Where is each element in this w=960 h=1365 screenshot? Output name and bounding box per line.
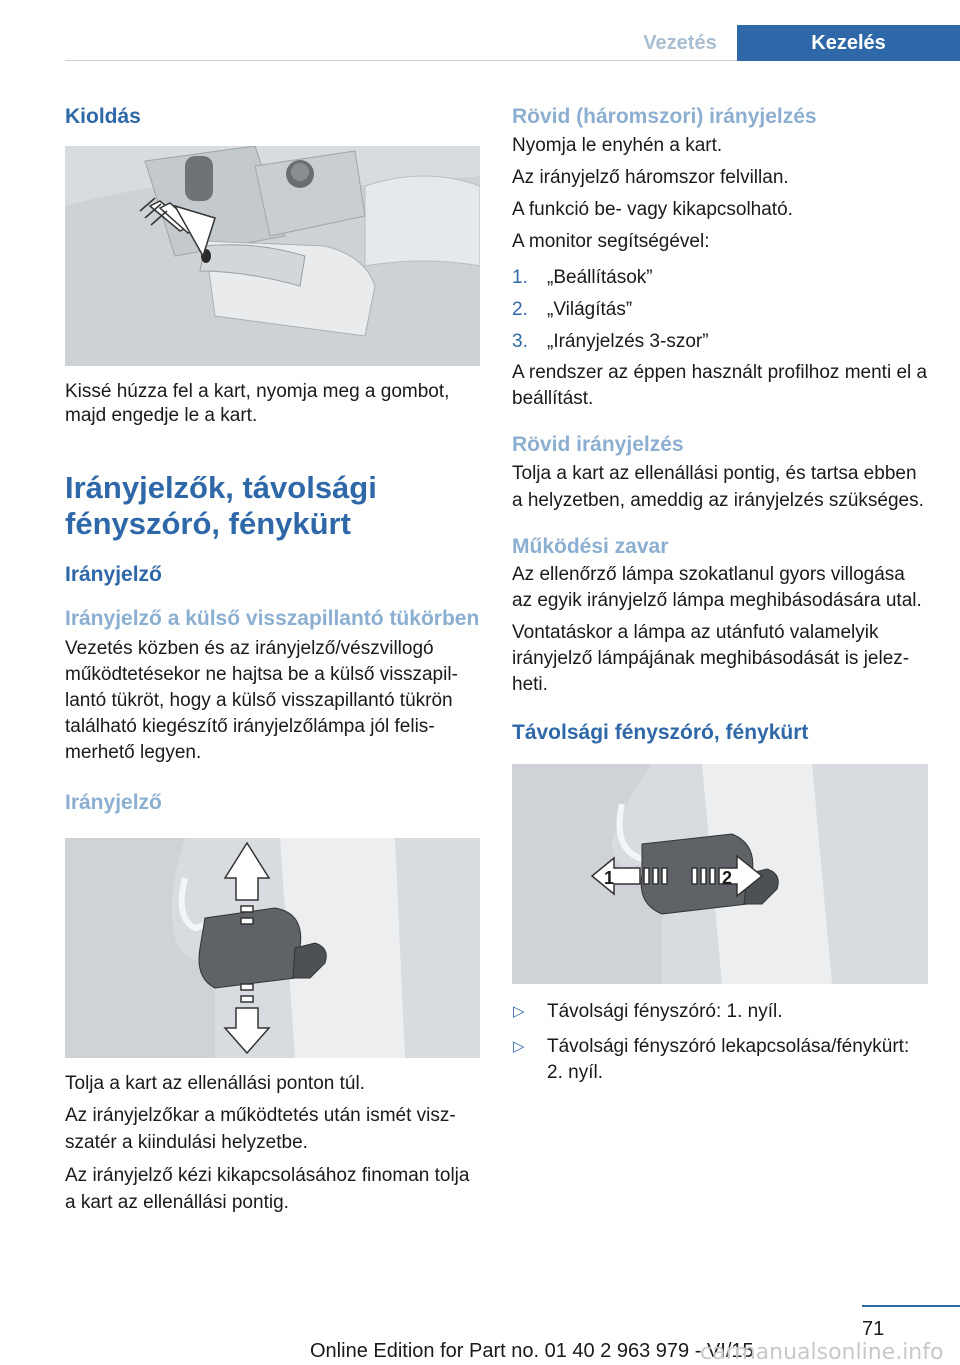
step-number: 1. <box>512 267 528 288</box>
watermark-text: carmanualsonline.info <box>700 1340 944 1365</box>
main-heading-line2: fényszóró, fénykürt <box>65 506 351 541</box>
rovid-text: Tolja a kart az ellenállási pontig, és tartsa ebben a helyzetben, ameddig az irányjelzés szükséges. <box>512 463 924 511</box>
high-beam-illustration <box>512 764 928 984</box>
turn-signal-p2: Az irányjelzőkar a működtetés után ismét viszszatér a kiindulási helyzetbe. <box>65 1105 456 1153</box>
rovid3-p3: A funkció be- vagy kikapcsolható. <box>512 199 793 220</box>
zavar-p2: Vontatáskor a lámpa az utánfutó valamelyik irányjelző lámpájának meghibásodását is jelezheti. <box>512 622 910 695</box>
rovid3-p1: Nyomja le enyhén a kart. <box>512 135 723 156</box>
zavar-heading: Működési zavar <box>512 535 669 558</box>
rovid3-p4: A monitor segítségével: <box>512 231 710 252</box>
tab-vezetes[interactable]: Vezetés <box>643 32 717 54</box>
left-column <box>65 100 480 1216</box>
footer-rule <box>862 1305 960 1307</box>
page-number: 71 <box>862 1318 885 1340</box>
rovid3-p2: Az irányjelző háromszor felvillan. <box>512 167 789 188</box>
iranyjelzo-subheading: Irányjelző <box>65 791 162 814</box>
tavolsagi-heading: Távolsági fényszóró, fénykürt <box>512 721 809 744</box>
kioldas-heading: Kioldás <box>65 105 141 128</box>
rovid3-heading: Rövid (háromszori) irányjelzés <box>512 105 817 128</box>
turn-signal-figure <box>65 838 480 1058</box>
step-text: „Beállítások” <box>547 267 653 288</box>
mirror-text: Vezetés közben és az irányjelző/vészvillogó működtetésekor ne hajtsa be a külső visszapillantó tükröt, hogy a külső visszapillantó tükrön található kiegészítő irányjelzőlámpa jól felismerhető legyen. <box>65 638 458 763</box>
turn-signal-p3: Az irányjelző kézi kikapcsolásához finoman tolja a kart az ellenállási pontig. <box>65 1165 470 1213</box>
main-section-heading <box>65 470 480 542</box>
main-heading-line1: Irányjelzők, távolsági <box>65 470 377 505</box>
step-number: 2. <box>512 299 528 320</box>
triangle-bullet-icon: ▷ <box>513 1003 525 1020</box>
parking-brake-figure <box>65 146 480 366</box>
list-item <box>512 998 928 1026</box>
turn-signal-p1: Tolja a kart az ellenállási ponton túl. <box>65 1073 365 1094</box>
step-text: „Világítás” <box>547 299 633 320</box>
rovid3-p5: A rendszer az éppen használt profilhoz menti el a beállítást. <box>512 362 928 409</box>
kioldas-text: Kissé húzza fel a kart, nyomja meg a gombot, majd engedje le a kart. <box>65 381 450 426</box>
step-text: „Irányjelzés 3-szor” <box>547 331 709 352</box>
mirror-heading: Irányjelző a külső visszapillantó tükörben <box>65 607 480 630</box>
high-beam-figure <box>512 764 928 984</box>
rovid-heading: Rövid irányjelzés <box>512 433 684 456</box>
step-number: 3. <box>512 331 528 352</box>
settings-steps-list <box>512 266 928 354</box>
iranyjelzo-heading: Irányjelző <box>65 563 162 586</box>
tab-kezeles[interactable]: Kezelés <box>737 25 960 61</box>
arrow-label-2: 2 <box>722 868 733 888</box>
zavar-p1: Az ellenőrző lámpa szokatlanul gyors villogása az egyik irányjelző lámpa meghibásodására utal. <box>512 564 922 611</box>
turn-signal-illustration <box>65 838 480 1058</box>
list-item <box>512 298 928 322</box>
edition-text: Online Edition for Part no. 01 40 2 963 979 - VI/15 <box>310 1340 754 1362</box>
bullet-text: Távolsági fényszóró lekapcsolása/fénykürt: 2. nyíl. <box>547 1036 910 1083</box>
arrow-label-1: 1 <box>604 868 615 888</box>
high-beam-bullets <box>512 998 928 1086</box>
right-column <box>512 100 928 1094</box>
parking-brake-illustration <box>65 146 480 366</box>
list-item <box>512 330 928 354</box>
list-item <box>512 1034 928 1086</box>
bullet-text: Távolsági fényszóró: 1. nyíl. <box>547 1001 783 1022</box>
list-item <box>512 266 928 290</box>
triangle-bullet-icon: ▷ <box>513 1038 525 1055</box>
